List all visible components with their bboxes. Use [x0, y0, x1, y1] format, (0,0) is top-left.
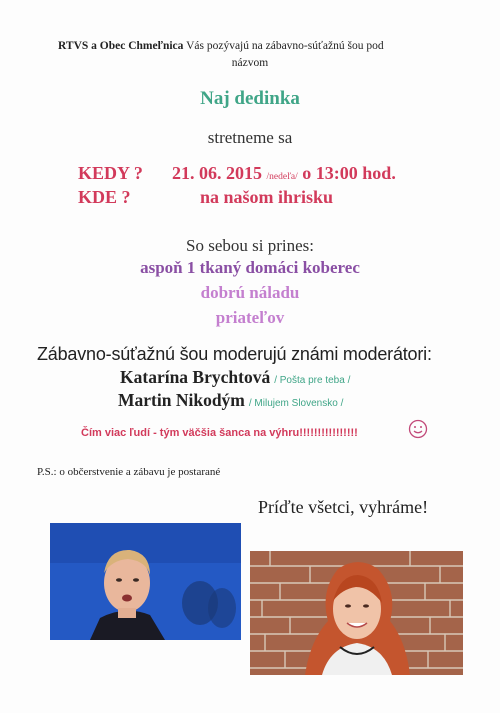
where-label: KDE ? [78, 187, 131, 207]
intro-line-2: názvom [231, 57, 269, 69]
moderator-photo-male [50, 523, 241, 640]
moderator-name: Katarína Brychtová [120, 367, 271, 387]
bring-heading: So sebou si prines: [186, 236, 314, 255]
event-time: o 13:00 hod. [302, 163, 396, 183]
slogan: Čím viac ľudí - tým väčšia šanca na výhru!!!!!!!!!!!!!!!! [81, 427, 358, 439]
event-date: 21. 06. 2015 [172, 163, 262, 183]
moderators-heading: Zábavno-súťažnú šou moderujú známi moderátori: [37, 344, 432, 364]
postscript: P.S.: o občerstvenie a zábavu je postarané [37, 466, 221, 478]
intro-line-1 [58, 40, 384, 52]
bring-item: dobrú náladu [200, 283, 300, 302]
moderator-1 [120, 367, 350, 388]
where-value: na našom ihrisku [200, 187, 334, 207]
event-day: /nedeľa/ [266, 172, 298, 182]
event-title: Naj dedinka [200, 88, 300, 109]
moderator-show: / Pošta pre teba / [274, 375, 351, 386]
meet-text: stretneme sa [207, 128, 293, 147]
closing-text: Príďte všetci, vyhráme! [258, 497, 429, 517]
smiley-icon [408, 419, 428, 439]
moderator-2 [118, 390, 343, 411]
bring-item: priateľov [215, 308, 285, 327]
moderator-photo-female [250, 551, 463, 675]
when-label: KEDY ? [78, 163, 143, 183]
moderator-name: Martin Nikodým [118, 390, 245, 410]
intro-invitation: Vás pozývajú na zábavno-súťažnú šou pod [183, 40, 384, 52]
when-value [172, 163, 396, 184]
bring-item: aspoň 1 tkaný domáci koberec [140, 258, 360, 277]
intro-organizers: RTVS a Obec Chmeľnica [58, 40, 184, 52]
moderator-show: / Milujem Slovensko / [248, 398, 344, 409]
